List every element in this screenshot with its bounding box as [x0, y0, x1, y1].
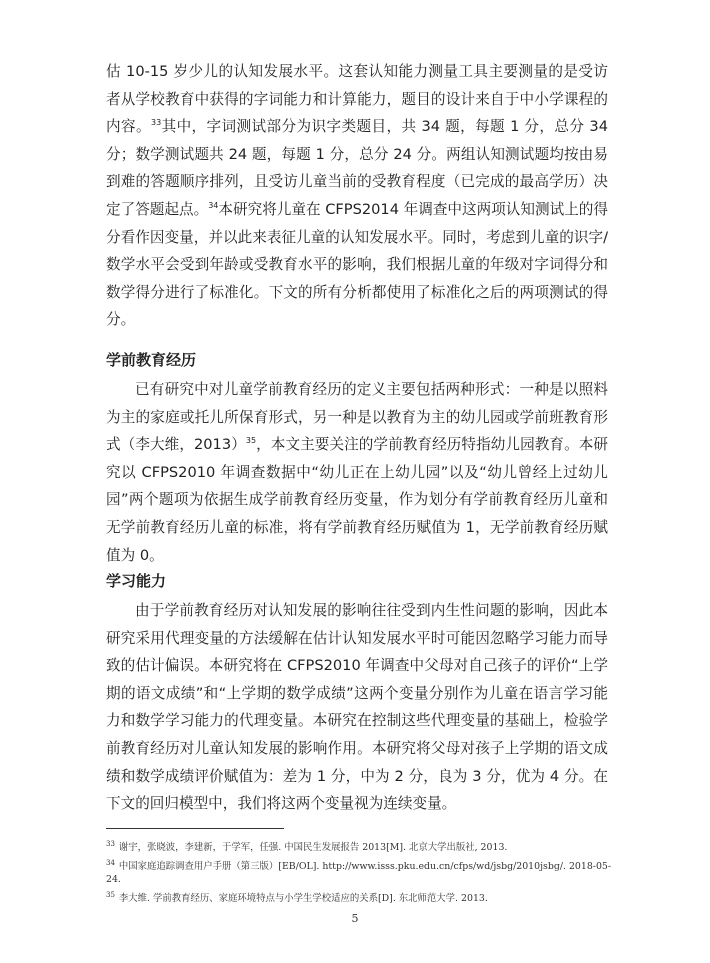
footnote-33 [106, 838, 616, 855]
footnote-ref-35[interactable]: 35 [245, 436, 257, 446]
paragraph-text: 其中，字词测试部分为识字类题目，共 34 题，每题 1 分，总分 34 分；数学测试题共 24 题，每题 1 分，总分 24 分。两组认知测试题均按由易到难的答题顺序排列，且受访儿童当前的受教育程度（已完成的最高学历）决定了答题起点。 [106, 118, 608, 218]
footnote-number: 34 [106, 858, 115, 867]
section-heading-preschool: 学前教育经历 [106, 351, 197, 369]
footnote-text: 谢宇，张晓波，李建新，于学军，任强. 中国民生发展报告 2013[M]. 北京大学出版社, 2013. [118, 842, 508, 854]
footnote-number: 33 [106, 840, 115, 848]
paragraph-cognitive-measure [106, 58, 608, 334]
paragraph-preschool [106, 376, 608, 569]
footnote-35 [106, 889, 616, 906]
paragraph-text: 已有研究中对儿童学前教育经历的定义主要包括两种形式：一种是以照料为主的家庭或托儿所保育形式，另一种是以教育为主的幼儿园或学前班教育形式（李大维，2013） [106, 381, 608, 454]
paragraph-text: 本研究将儿童在 CFPS2014 年调查中这两项认知测试上的得分看作因变量，并以此来表征儿童的认知发展水平。同时，考虑到儿童的识字/数学水平会受到年龄或受教育水平的影响，我们根据儿童的年级对字词得分和数学得分进行了标准化。下文的所有分析都使用了标准化之后的两项测试的得分。 [106, 200, 608, 329]
footnote-ref-33[interactable]: 33 [150, 118, 162, 128]
footnote-text[interactable]: 中国家庭追踪调查用户手册（第三版）[EB/OL]. http://www.isss.pku.edu.cn/cfps/wd/jsbg/2010jsbg/. 2018-05-24. [106, 860, 612, 886]
footnote-divider [106, 828, 284, 829]
footnotes [106, 838, 616, 907]
footnote-text: 李大维. 学前教育经历、家庭环境特点与小学生学校适应的关系[D]. 东北师范大学. 2013. [118, 892, 488, 904]
section-heading-learning-ability: 学习能力 [106, 572, 167, 590]
footnote-number: 35 [106, 890, 115, 899]
paragraph-text: ，本文主要关注的学前教育经历特指幼儿园教育。本研究以 CFPS2010 年调查数据中“幼儿正在上幼儿园”以及“幼儿曾经上过幼儿园”两个题项为依据生成学前教育经历变量，作为划分有学前教育经历儿童和无学前教育经历儿童的标准，将有学前教育经历赋值为 1，无学前教育经历赋值为 0。 [106, 436, 608, 564]
paragraph-text: 估 10-15 岁少儿的认知发展水平。这套认知能力测量工具主要测量的是受访者从学校教育中获得的字词能力和计算能力，题目的设计来自于中小学课程的内容。 [106, 63, 608, 136]
footnote-ref-34[interactable]: 34 [208, 201, 219, 211]
paragraph-learning-ability: 由于学前教育经历对认知发展的影响往往受到内生性问题的影响，因此本研究采用代理变量的方法缓解在估计认知发展水平时可能因忽略学习能力而导致的估计偏误。本研究将在 CFPS2010 年调查中父母对自己孩子的评价“上学期的语文成绩”和“上学期的数学成绩”这两个变量分别作为儿童在语言学习能力和数学学习能力的代理变量。本研究在控制这些代理变量的基础上，检验学前教育经历对儿童认知发展的影响作用。本研究将父母对孩子上学期的语文成绩和数学成绩评价赋值为：差为 1 分，中为 2 分，良为 3 分，优为 4 分。在下文的回归模型中，我们将这两个变量视为连续变量。 [106, 602, 608, 813]
footnote-34 [106, 857, 616, 888]
page-number: 5 [351, 912, 359, 925]
